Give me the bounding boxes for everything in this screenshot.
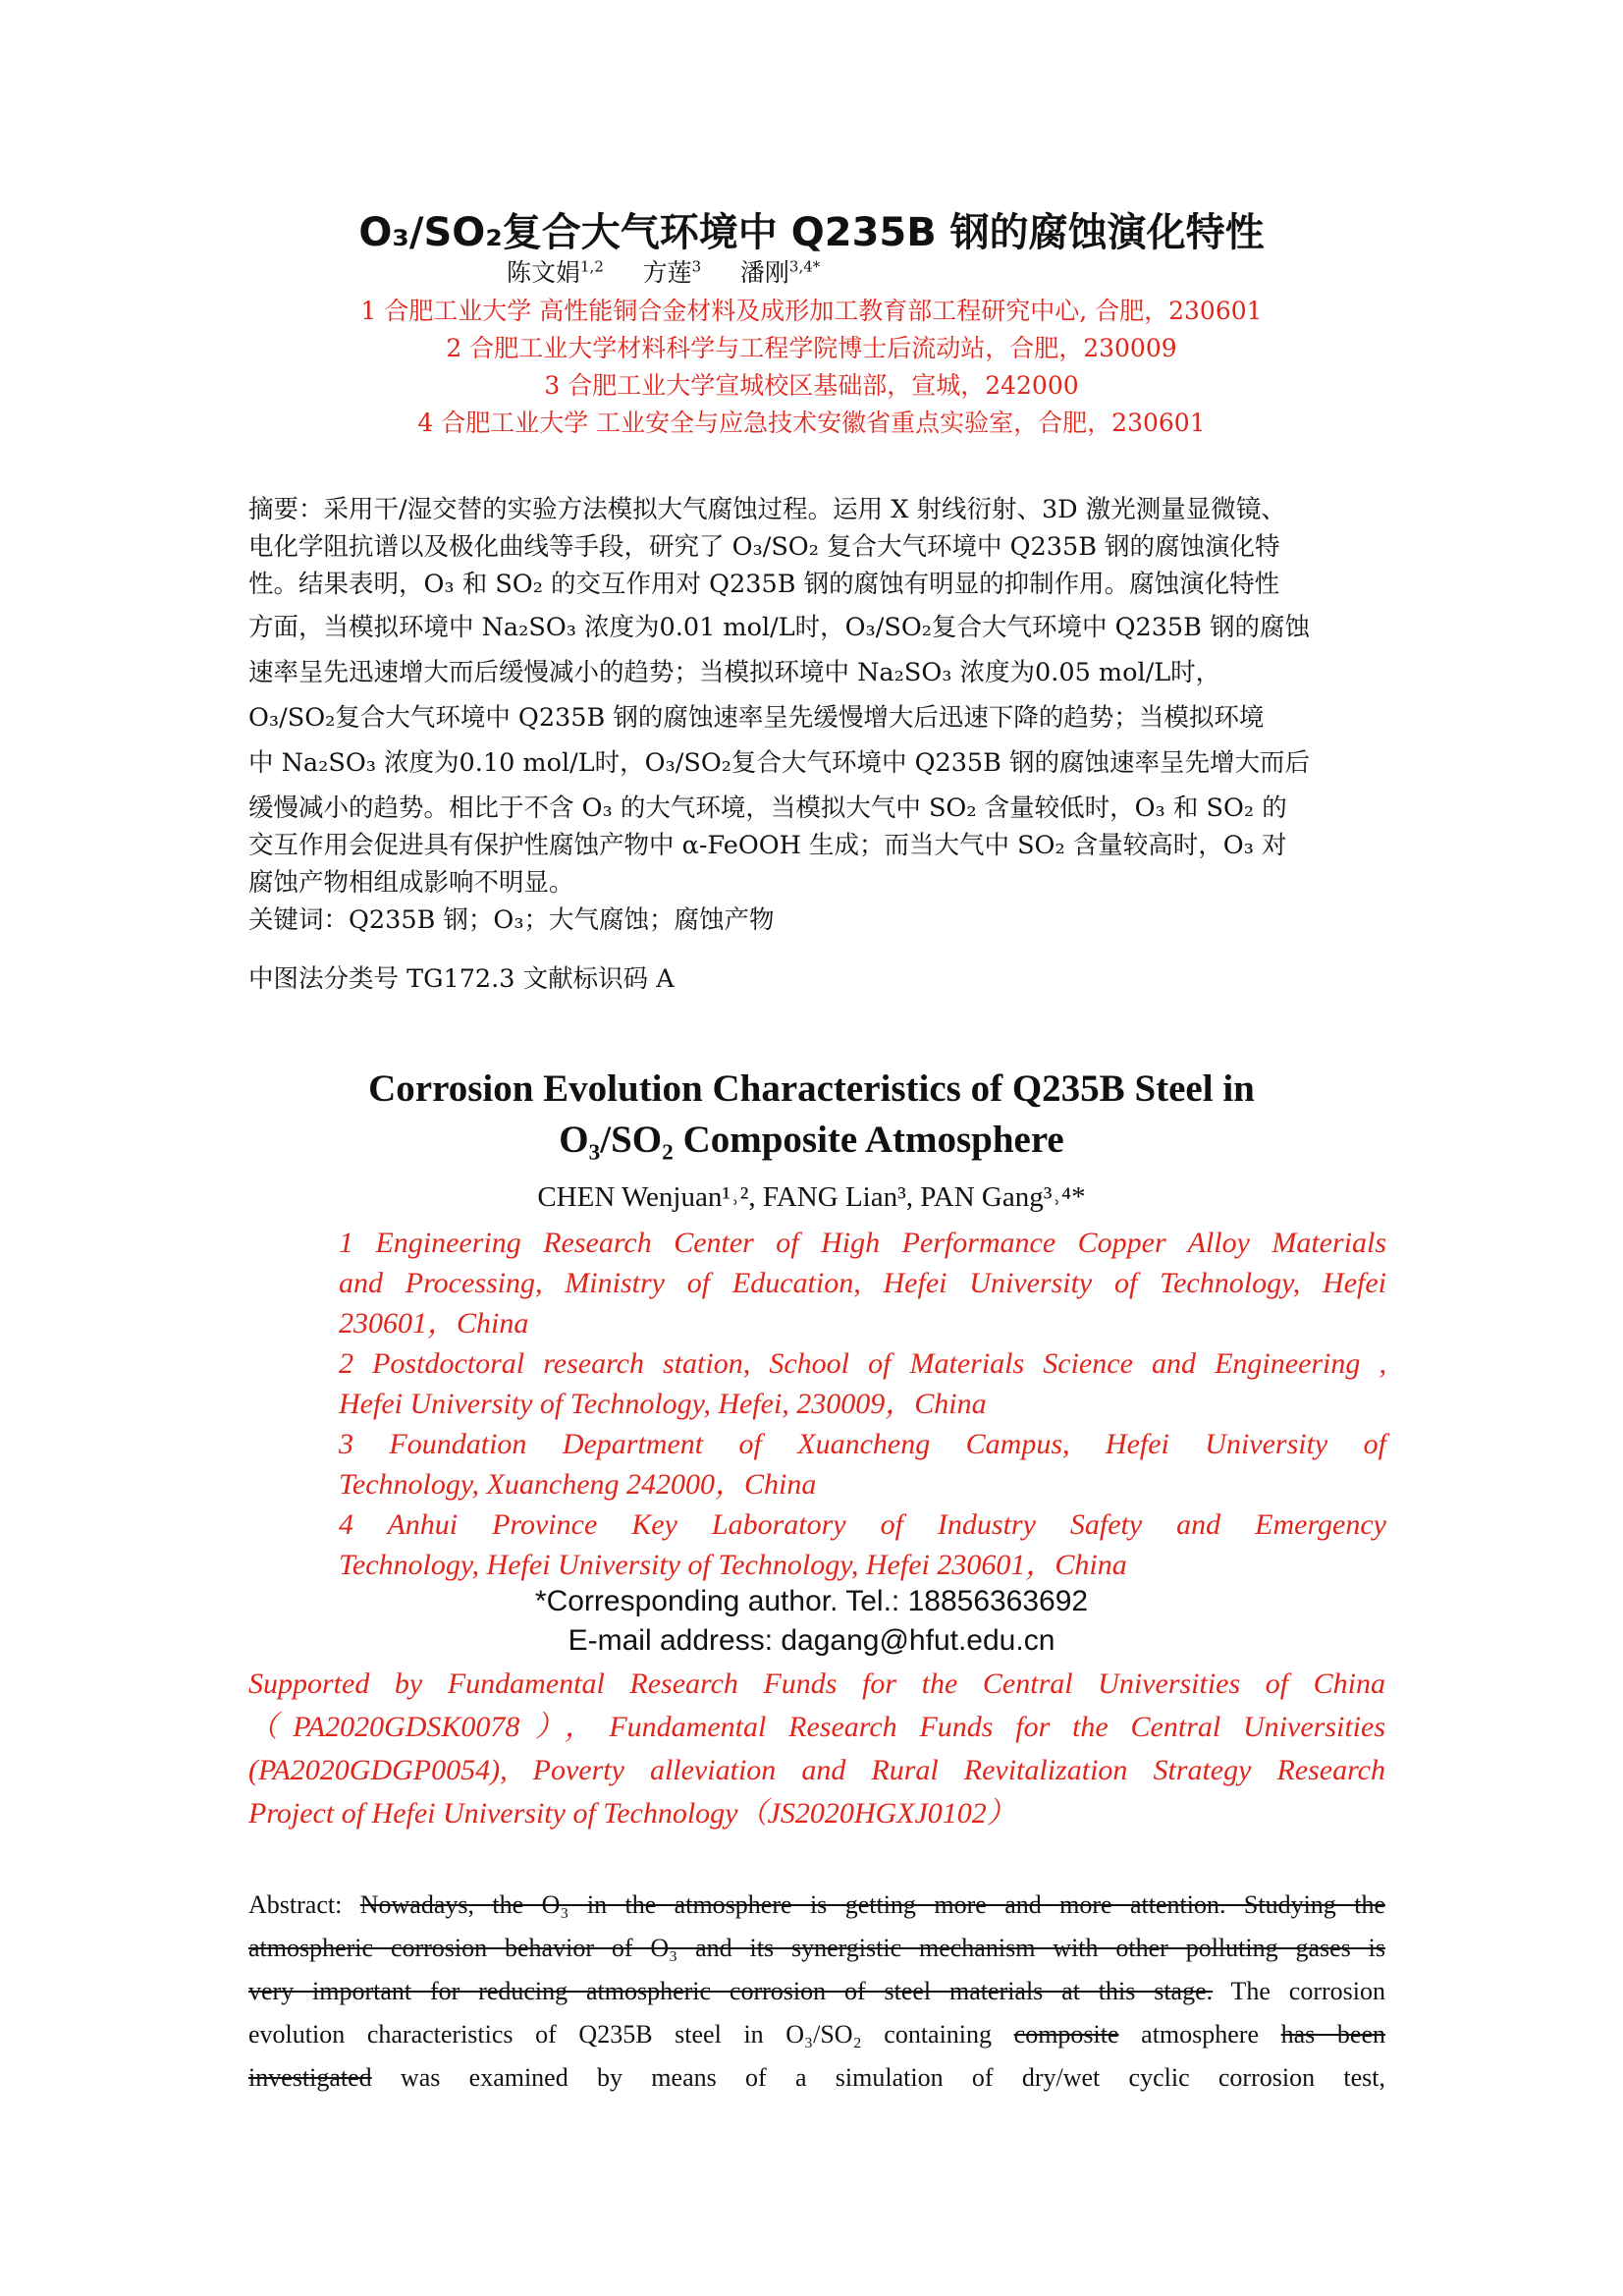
- deleted-text: investigated: [248, 2063, 372, 2092]
- funding-line: （PA2020GDSK0078），Fundamental Research Funds for the Central Universities: [248, 1711, 1385, 1743]
- funding-line: Project of Hefei University of Technology（JS2020HGXJ0102）: [248, 1797, 1016, 1830]
- abstract-line: 速率呈先迅速增大而后缓慢减小的趋势；当模拟环境中 Na₂SO₃ 浓度为0.05 mol/L时，: [248, 658, 1221, 687]
- abstract-line: 缓慢减小的趋势。相比于不含 O₃ 的大气环境，当模拟大气中 SO₂ 含量较低时，O₃ 和 SO₂ 的: [248, 793, 1287, 823]
- keywords: 关键词：Q235B 钢；O₃；大气腐蚀；腐蚀产物: [248, 905, 775, 935]
- affiliation-line: and Processing, Ministry of Education, Hefei University of Technology, Hefei: [339, 1267, 1386, 1299]
- author-name: 方莲: [642, 258, 692, 287]
- english-title-line: Corrosion Evolution Characteristics of Q235B Steel in: [368, 1067, 1255, 1110]
- abstract-line: 中 Na₂SO₃ 浓度为0.10 mol/L时，O₃/SO₂复合大气环境中 Q235B 钢的腐蚀速率呈先增大而后: [248, 748, 1310, 778]
- abstract-line: O₃/SO₂复合大气环境中 Q235B 钢的腐蚀速率呈先缓慢增大后迅速下降的趋势；当模拟环境: [248, 703, 1265, 733]
- abstract-line: 性。结果表明，O₃ 和 SO₂ 的交互作用对 Q235B 钢的腐蚀有明显的抑制作用。腐蚀演化特性: [248, 570, 1280, 599]
- funding-line: Supported by Fundamental Research Funds for the Central Universities of China: [248, 1667, 1385, 1700]
- affiliation-line: 4 Anhui Province Key Laboratory of Industry Safety and Emergency: [339, 1508, 1386, 1541]
- abstract-line: 方面，当模拟环境中 Na₂SO₃ 浓度为0.01 mol/L时，O₃/SO₂复合大气环境中 Q235B 钢的腐蚀: [248, 613, 1310, 642]
- chinese-title: O₃/SO₂复合大气环境中 Q235B 钢的腐蚀演化特性: [358, 210, 1265, 255]
- abstract-text: atmosphere: [1118, 2020, 1281, 2049]
- corresponding-author: *Corresponding author. Tel.: 18856363692: [534, 1585, 1089, 1617]
- affiliation-line: 4 合肥工业大学 工业安全与应急技术安徽省重点实验室，合肥，230601: [417, 409, 1206, 437]
- author-sup: 1,2: [580, 257, 604, 276]
- chinese-authors: [507, 253, 820, 289]
- english-abstract: [248, 1884, 1385, 2100]
- affiliation-line: Technology, Xuancheng 242000，China: [339, 1468, 817, 1501]
- abstract-text: was examined by means of a simulation of dry/wet cyclic corrosion test,: [371, 2063, 1385, 2092]
- abstract-line: 电化学阻抗谱以及极化曲线等手段，研究了 O₃/SO₂ 复合大气环境中 Q235B 钢的腐蚀演化特: [248, 532, 1280, 562]
- deleted-text: Nowadays, the O₃ in the atmosphere is getting more and more attention. Studying the: [359, 1890, 1385, 1919]
- affiliation-line: 2 合肥工业大学材料科学与工程学院博士后流动站，合肥，230009: [446, 334, 1177, 362]
- affiliation-line: 3 合肥工业大学宣城校区基础部，宣城，242000: [544, 371, 1079, 400]
- deleted-text: composite: [1013, 2020, 1119, 2049]
- chinese-affiliations: [0, 293, 1623, 442]
- english-authors: CHEN Wenjuan¹˒², FANG Lian³, PAN Gang³˒⁴*: [537, 1181, 1086, 1213]
- english-title-line: O₃/SO₂ Composite Atmosphere: [559, 1119, 1064, 1161]
- deleted-text: very important for reducing atmospheric corrosion of steel materials at this stage.: [248, 1977, 1214, 2005]
- affiliation-line: Hefei University of Technology, Hefei, 230009，China: [339, 1388, 987, 1420]
- funding-line: (PA2020GDGP0054), Poverty alleviation and Rural Revitalization Strategy Research: [248, 1754, 1385, 1786]
- affiliation-line: 230601，China: [339, 1307, 529, 1339]
- abstract-text: The corrosion: [1213, 1977, 1385, 2005]
- email-address: E-mail address: dagang@hfut.edu.cn: [568, 1624, 1055, 1657]
- classification: 中图法分类号 TG172.3 文献标识码 A: [248, 964, 675, 994]
- abstract-line: [248, 1884, 1385, 1927]
- english-title: [0, 1064, 1623, 1166]
- author-name: 陈文娟: [507, 258, 581, 287]
- author-name: 潘刚: [739, 258, 789, 287]
- chinese-abstract: [248, 491, 1385, 998]
- abstract-line: [248, 1927, 1385, 1970]
- affiliation-line: 3 Foundation Department of Xuancheng Campus, Hefei University of: [339, 1428, 1386, 1460]
- funding-statement: [248, 1663, 1385, 1835]
- affiliation-line: Technology, Hefei University of Technology, Hefei 230601，China: [339, 1549, 1127, 1581]
- abstract-line: 摘要：采用干/湿交替的实验方法模拟大气腐蚀过程。运用 X 射线衍射、3D 激光测量显微镜、: [248, 495, 1286, 524]
- affiliation-line: 2 Postdoctoral research station, School of Materials Science and Engineering ,: [339, 1347, 1386, 1380]
- abstract-line: [248, 2056, 1385, 2100]
- abstract-line: [248, 1970, 1385, 2013]
- english-affiliations: [339, 1223, 1386, 1585]
- affiliation-line: 1 Engineering Research Center of High Performance Copper Alloy Materials: [339, 1227, 1386, 1259]
- affiliation-line: 1 合肥工业大学 高性能铜合金材料及成形加工教育部工程研究中心, 合肥，230601: [360, 297, 1263, 325]
- deleted-text: has been: [1280, 2020, 1385, 2049]
- abstract-line: [248, 2013, 1385, 2056]
- abstract-text: evolution characteristics of Q235B steel in O₃/SO₂ containing: [248, 2020, 1014, 2049]
- author-sup: 3,4*: [788, 257, 821, 276]
- abstract-line: 交互作用会促进具有保护性腐蚀产物中 α-FeOOH 生成；而当大气中 SO₂ 含量较高时，O₃ 对: [248, 831, 1287, 860]
- abstract-label: Abstract:: [248, 1890, 343, 1919]
- abstract-line: 腐蚀产物相组成影响不明显。: [248, 868, 574, 898]
- deleted-text: atmospheric corrosion behavior of O₃ and its synergistic mechanism with other polluting gases is: [248, 1934, 1385, 1962]
- author-sup: 3: [691, 257, 702, 276]
